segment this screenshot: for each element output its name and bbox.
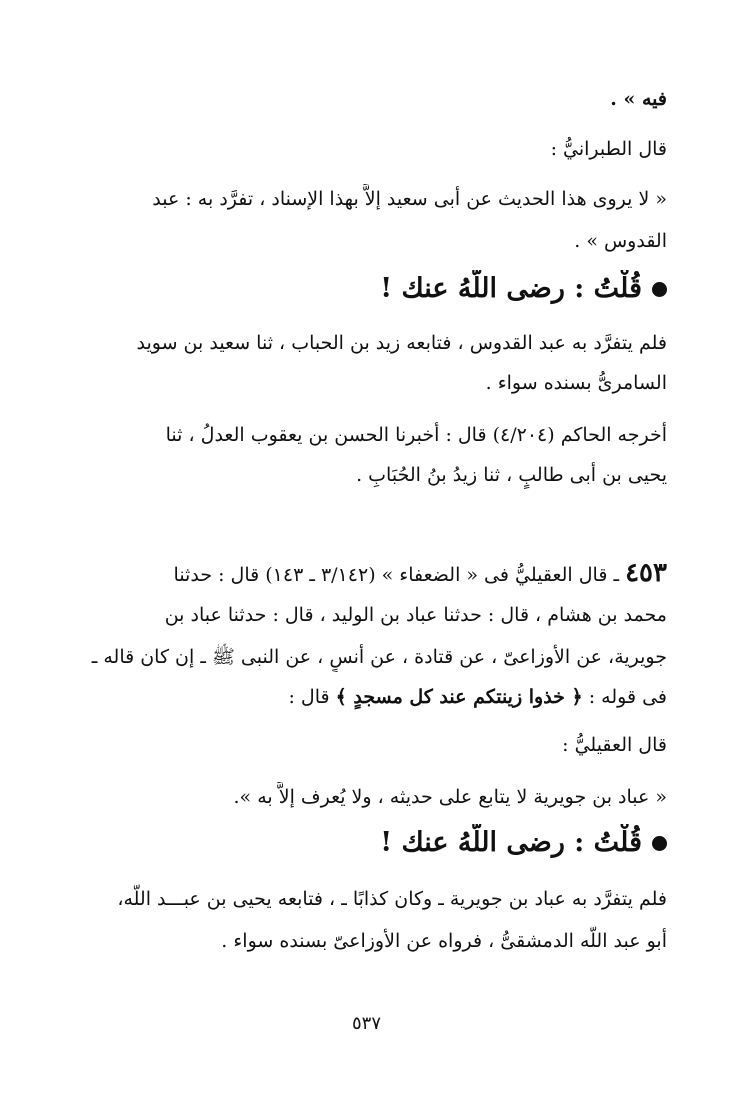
line-text: يحيى بن أبى طالبٍ ، ثنا زيدُ بنُ الحُبَابِ . — [356, 464, 667, 486]
line-text: « عباد بن جويرية لا يتابع على حديثه ، ولا يُعرف إلاَّ به ». — [233, 786, 667, 808]
line-text: قال العقيليُّ : — [562, 734, 667, 756]
line-text: قال : — [288, 686, 336, 708]
text-line — [66, 84, 667, 114]
bullet-icon — [652, 282, 667, 297]
bullet-icon — [652, 836, 667, 851]
text-line — [66, 328, 667, 358]
line-text: محمد بن هشام ، قال : حدثنا عباد بن الوليد ، قال : حدثنا عباد بن — [164, 604, 667, 626]
line-text: أخرجه الحاكم (٤/٢٠٤) قال : أخبرنا الحسن بن يعقوب العدلُ ، ثنا — [165, 424, 667, 446]
heading-text: قُلْتُ : رضى اللَّهُ عنك ! — [380, 273, 642, 304]
entry-number: ٤٥٣ — [625, 558, 667, 588]
section-heading — [66, 270, 667, 308]
text-line — [66, 730, 667, 760]
text-line — [66, 368, 667, 398]
line-text: القدوس » . — [574, 230, 667, 252]
line-text: جويرية، عن الأوزاعىّ ، عن قتادة ، عن أنسٍ ، عن النبى ﷺ ـ إن كان قاله ـ — [91, 646, 667, 668]
text-line — [66, 782, 667, 812]
line-text: « لا يروى هذا الحديث عن أبى سعيد إلاَّ بهذا الإسناد ، تفرَّد به : عبد — [152, 188, 667, 210]
line-text: السامرىُّ بسنده سواء . — [485, 372, 667, 394]
text-line — [66, 682, 667, 712]
text-line — [66, 226, 667, 256]
text-line — [66, 926, 667, 956]
line-text: فلم يتفرَّد به عباد بن جويرية ـ وكان كذابًا ـ ، فتابعه يحيى بن عبـــد اللَّه، — [117, 888, 667, 910]
line-text: فيه » . — [610, 88, 667, 110]
line-text: قال الطبرانيُّ : — [550, 138, 667, 160]
line-text: فلم يتفرَّد به عبد القدوس ، فتابعه زيد بن الحباب ، ثنا سعيد بن سويد — [136, 332, 667, 354]
page-number: ٥٣٧ — [351, 1013, 381, 1034]
section-heading — [66, 824, 667, 862]
text-line — [66, 884, 667, 914]
line-text: ـ قال العقيليُّ فى « الضعفاء » (٣/١٤٢ ـ ١٤٣) قال : حدثنا — [173, 564, 620, 586]
text-line — [66, 642, 667, 672]
text-line — [66, 420, 667, 450]
heading-text: قُلْتُ : رضى اللَّهُ عنك ! — [380, 827, 642, 858]
text-line — [66, 460, 667, 490]
quran-verse: ﴿ خذوا زينتكم عند كل مسجدٍ ﴾ — [335, 686, 583, 708]
line-text: فى قوله : — [582, 686, 667, 708]
line-text: أبو عبد اللَّه الدمشقىُّ ، فرواه عن الأوزاعىّ بسنده سواء . — [221, 930, 667, 952]
entry-header-line — [66, 558, 667, 590]
text-line — [66, 134, 667, 164]
text-line — [66, 600, 667, 630]
text-line — [66, 184, 667, 214]
